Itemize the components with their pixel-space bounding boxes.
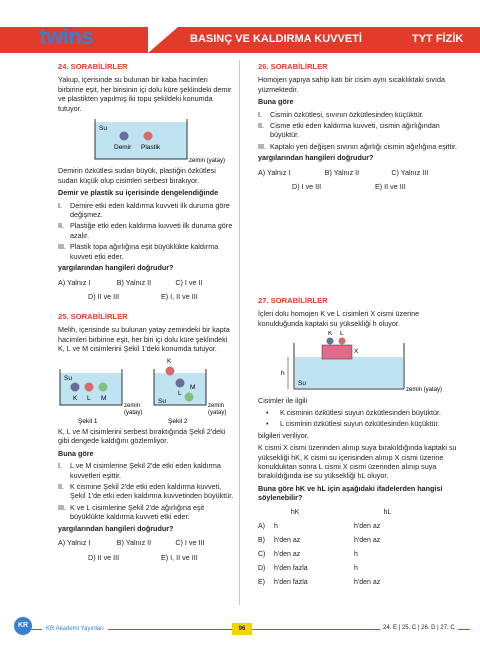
label-su-2: Su (158, 397, 166, 405)
label-yatay-1: (yatay) (124, 409, 143, 416)
question-text: İçleri dolu homojen K ve L cisimleri X cismi üzerine konulduğunda kaptaki su yüksekliği h oluyor. (258, 309, 420, 328)
block-x (322, 345, 352, 359)
answer-key: 24. E | 25. C | 26. D | 27. C (380, 625, 458, 631)
label-zemin: zemin (yatay) (406, 387, 443, 394)
option-b[interactable]: B) Yalnız II (116, 538, 152, 548)
options-row-2 (58, 292, 234, 301)
question-text: Demirin özkütlesi sudan büyük, plastiğin özkütlesi sudan küçük olup cisimleri serbest bırakıyor. (58, 166, 216, 185)
option-d[interactable]: D) II ve III (88, 552, 120, 562)
ball-m-1 (99, 382, 108, 391)
label-m-1: M (101, 394, 107, 402)
question-text: Yakup, içerisinde su bulunan bir kaba hacimleri birbirine eşit, her birisinin içi dolu küre şeklindeki demir ve plastikten yapılmış iki topu şekildeki konumda tutuyor. (58, 75, 232, 113)
water (295, 357, 403, 388)
options-row-2 (258, 182, 458, 191)
question-heading: 24. SORABİLİRLER (58, 62, 128, 71)
question-ask: yargılarından hangileri doğrudur? (58, 263, 174, 273)
table-row[interactable]: D) h'den fazla h (258, 564, 358, 572)
statement-iii: III. Plastik topa ağırlığına eşit büyüklükte kaldırma kuvveti etki eder. (58, 242, 219, 261)
page-number: 96 (232, 623, 252, 635)
question-condition: Buna göre (58, 448, 94, 458)
column-divider (239, 60, 240, 605)
ball-k-2 (166, 366, 175, 375)
column-hl: hL (383, 508, 392, 516)
label-k: K (328, 331, 333, 338)
label-k-1: K (73, 394, 78, 402)
statement-ii: II. Cisme etki eden kaldırma kuvveti, cismin ağırlığından büyüktür. (258, 121, 440, 140)
label-su: Su (298, 380, 306, 388)
statement-i: I. Demire etki eden kaldırma kuvveti ilk duruma göre değişmez. (58, 200, 230, 220)
brand-logo: kr twins (14, 24, 94, 49)
label-l: L (340, 331, 344, 338)
table-header (258, 506, 458, 520)
caption-sekil-2: Şekil 2 (168, 417, 188, 425)
label-l-2: L (178, 389, 182, 397)
question-condition: Buna göre (258, 97, 294, 107)
label-zemin-1: zemin (124, 402, 141, 409)
statement-ii: II. Plastiğe etki eden kaldırma kuvveti ilk duruma göre azalır. (58, 221, 233, 240)
option-e[interactable]: E) I, II ve III (161, 291, 198, 301)
option-c[interactable]: C) I ve III (175, 538, 205, 548)
answer-table (258, 506, 458, 590)
table-row[interactable]: B) h'den az h'den az (258, 536, 381, 544)
figure-q24 (58, 116, 234, 164)
ball-l-1 (85, 382, 94, 391)
question-26 (258, 62, 458, 196)
options-row-1 (58, 538, 234, 547)
label-l-1: L (87, 394, 91, 402)
ball-m-2 (185, 392, 194, 401)
option-d[interactable]: D) I ve III (292, 182, 322, 192)
option-d[interactable]: D) II ve III (88, 291, 120, 301)
statement-iii: III. Kaptaki yeri değişen sıvının ağırlığı cismin ağırlığına eşittir. (258, 141, 457, 151)
header-subject: TYT FİZİK (412, 33, 464, 45)
question-heading: 27. SORABİLİRLER (258, 296, 328, 305)
statement-i: I. Cismin özkütlesi, sıvının özkütlesinden küçüktür. (258, 109, 424, 119)
column-hk: hK (290, 508, 300, 516)
label-x: X (354, 348, 359, 356)
label-yatay-2: (yatay) (208, 409, 227, 416)
question-text: bilgileri veriliyor. (258, 430, 309, 440)
ball-k (327, 338, 334, 345)
option-b[interactable]: B) Yalnız II (116, 277, 152, 287)
question-text: Melih, içerisinde su bulunan yatay zemindeki bir kapta hacimleri birbirine eşit, her biri içi dolu küre şeklindeki K, L ve M cisimlerini Şekil 1'deki konumda tutuyor. (58, 325, 230, 354)
ball-l-2 (176, 378, 185, 387)
statement-iii: III. K ve L cisimlerine Şekil 2'de ağırlığına eşit büyüklükte kaldırma kuvveti etki eder. (58, 502, 205, 522)
question-heading: 26. SORABİLİRLER (258, 62, 328, 71)
question-text: Cisimler ile ilgili (258, 395, 308, 405)
bullet-1: • K cisminin özkütlesi suyun özkütlesinden büyüktür. (266, 408, 442, 418)
bullet-2: • L cisminin özkütlesi suyun özkütlesinden küçüktür. (266, 419, 440, 429)
options-row-1 (58, 278, 234, 287)
option-c[interactable]: C) I ve II (175, 277, 203, 287)
question-ask: yargılarından hangileri doğrudur? (258, 153, 374, 163)
plastik-ball (144, 132, 153, 141)
table-row[interactable]: C) h'den az h (258, 550, 358, 558)
ball-k-1 (71, 382, 80, 391)
publisher-name: KR Akademi Yayınları (42, 626, 108, 632)
header-title: BASINÇ VE KALDIRMA KUVVETİ (190, 33, 362, 45)
question-ask: Buna göre hK ve hL için aşağıdaki ifadelerden hangisi söylenebilir? (258, 483, 443, 503)
label-su: Su (99, 125, 107, 133)
publisher-logo: KR (14, 617, 32, 635)
question-24 (58, 62, 234, 306)
question-condition: Demir ve plastik su içerisinde dengelendiğinde (58, 188, 219, 198)
statement-i: I. L ve M cisimlerine Şekil 2'de etki eden kaldırma kuvvetleri eşittir. (58, 461, 221, 480)
option-b[interactable]: B) Yalnız II (324, 167, 360, 177)
label-zemin: zemin (yatay) (189, 158, 226, 165)
label-zemin-2: zemin (208, 402, 225, 409)
option-c[interactable]: C) Yalnız III (391, 167, 429, 177)
label-demir: Demir (114, 144, 132, 152)
question-text: K cismi X cismi üzerinden alınıp suya bırakıldığında kaptaki su yüksekliği hK, K cismi su içerisinden alınıp X cismi üzerine konulduktan sonra L cismi X cismi üzerinden alınıp suya bırakıldığında ise su yüksekliği hL oluyor. (258, 443, 457, 481)
option-a[interactable]: A) Yalnız I (58, 277, 91, 287)
label-su-1: Su (64, 374, 72, 382)
question-heading: 25. SORABİLİRLER (58, 312, 128, 321)
question-ask: yargılarından hangileri doğrudur? (58, 523, 174, 533)
options-row-2 (58, 553, 234, 562)
page-header (0, 0, 480, 62)
caption-sekil-1: Şekil 1 (78, 417, 98, 425)
ball-l (339, 338, 346, 345)
demir-ball (120, 132, 129, 141)
option-e[interactable]: E) I, II ve III (161, 552, 198, 562)
question-text: K, L ve M cisimlerini serbest bıraktığında Şekil 2'deki gibi dengede kaldığını gözlemliyor. (58, 427, 226, 446)
label-plastik: Plastik (141, 144, 161, 152)
figure-q27 (258, 331, 463, 393)
options-row-1 (258, 168, 458, 177)
option-a[interactable]: A) Yalnız I (258, 167, 291, 177)
question-25 (58, 312, 234, 567)
question-27 (258, 296, 463, 590)
label-h: h (281, 370, 285, 378)
question-text: Homojen yapıya sahip katı bir cisim aynı sıcaklıktaki sıvıda yüzmektedir. (258, 75, 445, 94)
option-a[interactable]: A) Yalnız I (58, 538, 91, 548)
statement-ii: II. K cismine Şekil 2'de etki eden kaldırma kuvveti, Şekil 1'de etki eden kaldırma kuvvetinden büyüktür. (58, 482, 234, 501)
option-e[interactable]: E) II ve III (375, 182, 406, 192)
table-row[interactable]: E) h'den fazla h'den az (258, 578, 381, 586)
water-tank (95, 121, 187, 159)
label-m-2: M (190, 383, 196, 391)
table-row[interactable]: A) h h'den az (258, 522, 381, 530)
figure-q25 (58, 357, 234, 425)
label-k-2: K (167, 357, 172, 365)
page-footer (0, 605, 480, 650)
